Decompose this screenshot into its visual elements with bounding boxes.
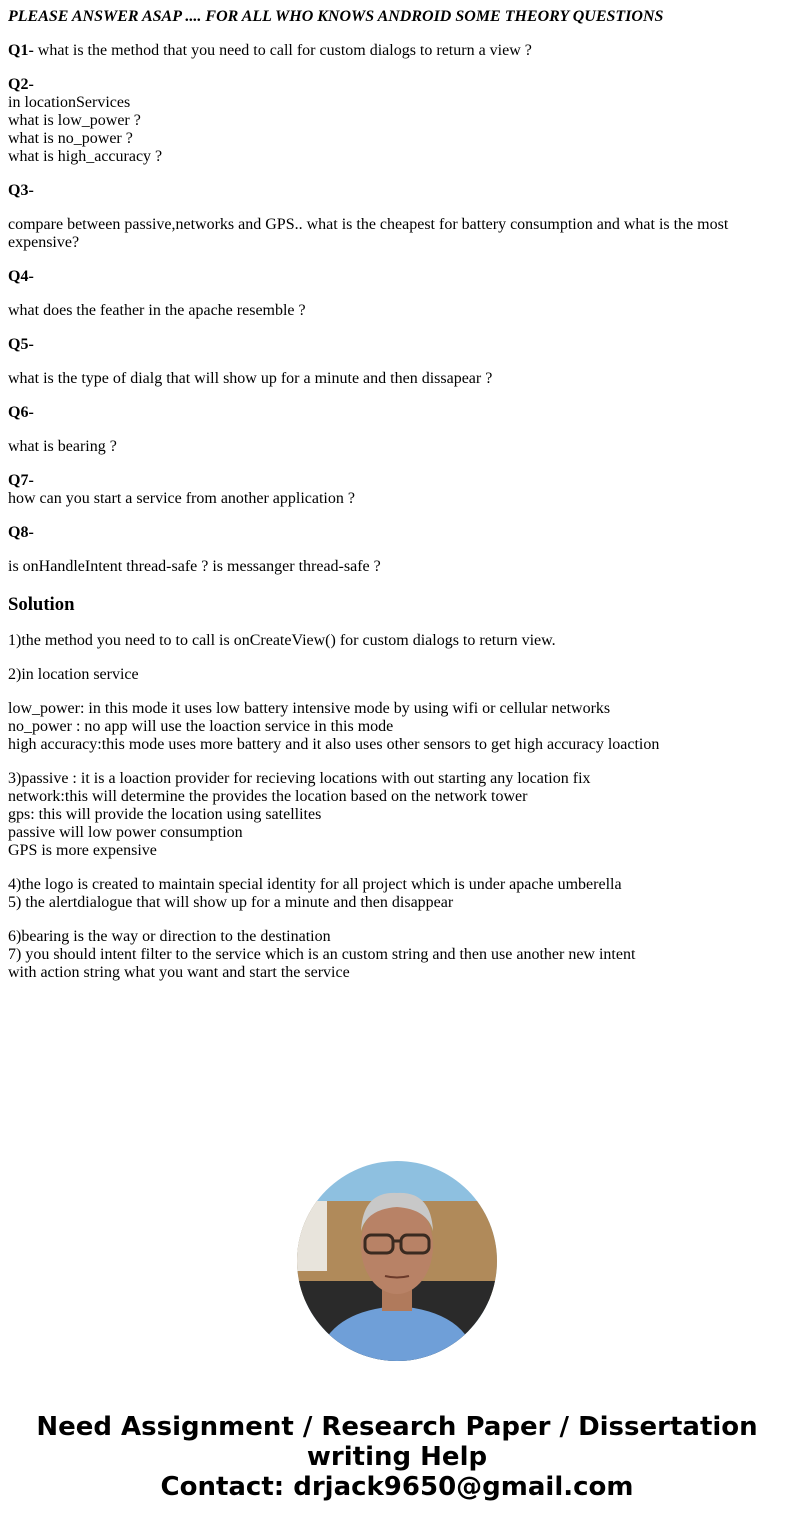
q7-label: Q7- [8, 472, 34, 489]
question-2 [8, 76, 786, 166]
footer-advert [0, 1412, 794, 1502]
q6-text: what is bearing ? [8, 438, 117, 455]
q2-line: what is no_power ? [8, 130, 133, 147]
q2-line: what is high_accuracy ? [8, 148, 163, 165]
q5-text: what is the type of dialg that will show up for a minute and then dissapear ? [8, 370, 493, 387]
q7-text: how can you start a service from another application ? [8, 490, 355, 507]
footer-contact: Contact: drjack9650@gmail.com [160, 1472, 634, 1502]
document-body [0, 8, 794, 982]
q1-label: Q1- [8, 42, 34, 59]
q2-label: Q2- [8, 76, 34, 93]
answer-3 [8, 770, 786, 860]
footer-line-2: writing Help [306, 1442, 488, 1472]
answer-line: 6)bearing is the way or direction to the destination [8, 928, 331, 945]
answer-line: 7) you should intent filter to the service which is an custom string and then use another new intent [8, 946, 636, 963]
q2-line: in locationServices [8, 94, 131, 111]
answer-line: with action string what you want and start the service [8, 964, 350, 981]
question-title: PLEASE ANSWER ASAP .... FOR ALL WHO KNOWS ANDROID SOME THEORY QUESTIONS [8, 8, 664, 25]
q6-label: Q6- [8, 404, 34, 421]
answer-4-5 [8, 876, 786, 912]
answer-6-7 [8, 928, 786, 982]
q1-text: what is the method that you need to call for custom dialogs to return a view ? [33, 42, 532, 59]
answer-2-details [8, 700, 786, 754]
q4-label: Q4- [8, 268, 34, 285]
answer-2: 2)in location service [8, 666, 139, 683]
answer-line: 3)passive : it is a loaction provider for recieving locations with out starting any location fix [8, 770, 591, 787]
q4-text: what does the feather in the apache resemble ? [8, 302, 306, 319]
answer-line: no_power : no app will use the loaction service in this mode [8, 718, 394, 735]
question-7 [8, 472, 786, 508]
answer-1: 1)the method you need to to call is onCreateView() for custom dialogs to return view. [8, 632, 556, 649]
q2-line: what is low_power ? [8, 112, 141, 129]
answer-line: high accuracy:this mode uses more battery and it also uses other sensors to get high accuracy loaction [8, 736, 660, 753]
question-1 [8, 42, 786, 60]
solution-heading: Solution [8, 594, 75, 615]
answer-line: passive will low power consumption [8, 824, 243, 841]
answer-line: low_power: in this mode it uses low battery intensive mode by using wifi or cellular networks [8, 700, 611, 717]
q5-label: Q5- [8, 336, 34, 353]
answer-line: GPS is more expensive [8, 842, 157, 859]
author-photo [297, 1161, 497, 1361]
footer-line-1: Need Assignment / Research Paper / Dissertation [36, 1412, 758, 1442]
q3-label: Q3- [8, 182, 34, 199]
answer-line: 4)the logo is created to maintain special identity for all project which is under apache umberella [8, 876, 622, 893]
answer-line: network:this will determine the provides the location based on the network tower [8, 788, 528, 805]
answer-line: gps: this will provide the location using satellites [8, 806, 322, 823]
answer-line: 5) the alertdialogue that will show up for a minute and then disappear [8, 894, 454, 911]
q8-text: is onHandleIntent thread-safe ? is messanger thread-safe ? [8, 558, 381, 575]
q3-text: compare between passive,networks and GPS.. what is the cheapest for battery consumption and what is the most expensive? [8, 216, 729, 251]
q8-label: Q8- [8, 524, 34, 541]
